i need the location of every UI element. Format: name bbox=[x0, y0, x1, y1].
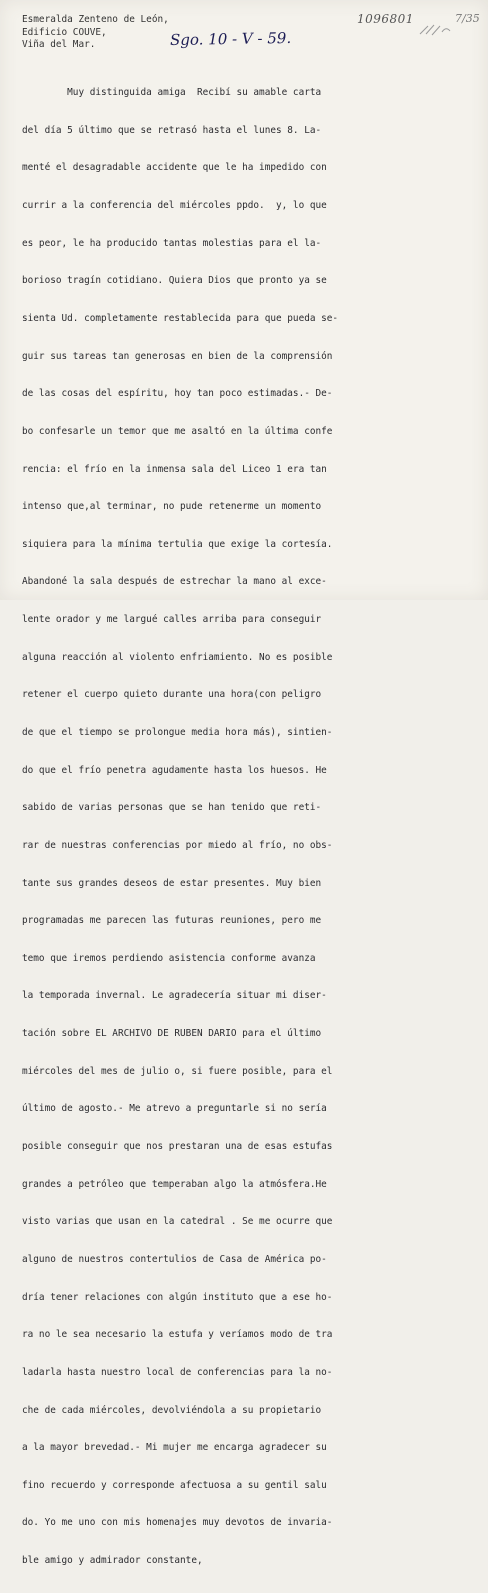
body-line: posible conseguir que nos prestaran una de esas estufas bbox=[22, 1141, 333, 1153]
body-line: menté el desagradable accidente que le ha impedido con bbox=[22, 162, 327, 174]
body-line: la temporada invernal. Le agradecería situar mi diser- bbox=[22, 990, 327, 1002]
address-line-name: Esmeralda Zenteno de León, bbox=[22, 14, 169, 25]
body-line: rencia: el frío en la inmensa sala del Liceo 1 era tan bbox=[22, 463, 327, 475]
body-line: alguna reacción al violento enfriamiento. No es posible bbox=[22, 651, 333, 663]
body-line: dría tener relaciones con algún instituto que a ese ho- bbox=[22, 1291, 333, 1303]
pencil-scribble-mark bbox=[418, 22, 452, 38]
body-line: alguno de nuestros contertulios de Casa de América po- bbox=[22, 1253, 327, 1265]
body-line: sienta Ud. completamente restablecida para que pueda se- bbox=[22, 312, 339, 324]
address-line-building: Edificio COUVE, bbox=[22, 26, 107, 38]
body-line: fino recuerdo y corresponde afectuosa a su gentil salu bbox=[22, 1479, 327, 1491]
body-line: del día 5 último que se retrasó hasta el lunes 8. La- bbox=[22, 124, 322, 136]
body-line: intenso que,al terminar, no pude retenerme un momento bbox=[22, 501, 322, 513]
letter-body bbox=[22, 62, 338, 1593]
body-line: programadas me parecen las futuras reuniones, pero me bbox=[22, 915, 322, 927]
archive-id-stamp: 1096801 bbox=[357, 12, 414, 26]
body-line: de que el tiempo se prolongue media hora más), sintien- bbox=[22, 726, 333, 738]
body-line: tación sobre EL ARCHIVO DE RUBEN DARIO para el último bbox=[22, 1028, 322, 1040]
body-line: rar de nuestras conferencias por miedo al frío, no obs- bbox=[22, 839, 333, 851]
body-line: tante sus grandes deseos de estar presentes. Muy bien bbox=[22, 877, 322, 889]
body-line: grandes a petróleo que temperaban algo la atmósfera.He bbox=[22, 1178, 327, 1190]
page-tag: 7/35 bbox=[455, 12, 480, 25]
body-line: che de cada miércoles, devolviéndola a su propietario bbox=[22, 1404, 322, 1416]
body-line: sabido de varias personas que se han tenido que reti- bbox=[22, 802, 322, 814]
body-line: bo confesarle un temor que me asaltó en la última confe bbox=[22, 425, 333, 437]
body-line: visto varias que usan en la catedral . Se me ocurre que bbox=[22, 1216, 333, 1228]
body-line: retener el cuerpo quieto durante una hora(con peligro bbox=[22, 689, 322, 701]
body-line: do. Yo me uno con mis homenajes muy devotos de invaria- bbox=[22, 1517, 333, 1529]
body-line: último de agosto.- Me atrevo a preguntarle si no sería bbox=[22, 1103, 327, 1115]
body-line: ladarla hasta nuestro local de conferencias para la no- bbox=[22, 1366, 333, 1378]
body-line: guir sus tareas tan generosas en bien de la comprensión bbox=[22, 350, 333, 362]
body-line: Abandoné la sala después de estrechar la mano al exce- bbox=[22, 576, 327, 588]
body-line: borioso tragín cotidiano. Quiera Dios que pronto ya se bbox=[22, 275, 327, 287]
body-line: siquiera para la mínima tertulia que exige la cortesía. bbox=[22, 538, 333, 550]
body-line: ble amigo y admirador constante, bbox=[22, 1555, 203, 1567]
recipient-address bbox=[22, 14, 169, 52]
body-line: a la mayor brevedad.- Mi mujer me encarga agradecer su bbox=[22, 1442, 327, 1454]
body-line: lente orador y me largué calles arriba para conseguir bbox=[22, 614, 322, 626]
body-line: temo que iremos perdiendo asistencia conforme avanza bbox=[22, 952, 316, 964]
body-line: ra no le sea necesario la estufa y veríamos modo de tra bbox=[22, 1329, 333, 1341]
address-line-city: Viña del Mar. bbox=[22, 39, 96, 51]
handwritten-date: Sgo. 10 - V - 59. bbox=[169, 28, 292, 50]
body-line: de las cosas del espíritu, hoy tan poco estimadas.- De- bbox=[22, 388, 333, 400]
body-line: do que el frío penetra agudamente hasta los huesos. He bbox=[22, 764, 327, 776]
body-line: es peor, le ha producido tantas molestias para el la- bbox=[22, 237, 322, 249]
body-line: Muy distinguida amiga Recibí su amable carta bbox=[22, 87, 322, 99]
body-line: miércoles del mes de julio o, si fuere posible, para el bbox=[22, 1065, 333, 1077]
body-line: currir a la conferencia del miércoles ppdo. y, lo que bbox=[22, 200, 327, 212]
